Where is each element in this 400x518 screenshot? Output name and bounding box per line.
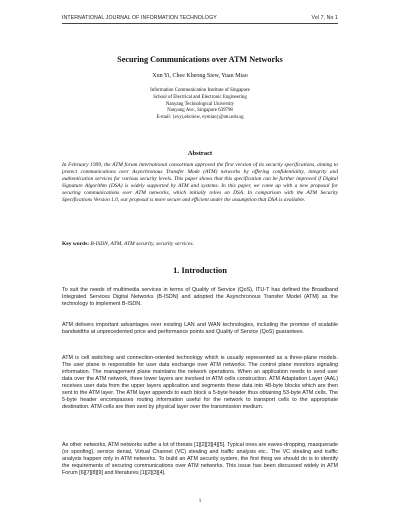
keywords-line <box>62 241 338 248</box>
affiliation-line: Nanyang Technological University <box>165 101 235 107</box>
journal-name: INTERNATIONAL JOURNAL OF INFORMATION TECHNOLOGY <box>62 15 217 21</box>
running-header <box>62 15 338 21</box>
header-rule <box>62 23 338 24</box>
abstract-text: In February 1999, the ATM forum international consortium approved the first version of its security specifications, aiming to protect communications over Asynchronous Transfer Mode (ATM) networks by offering confidentiality, integrity and authentication services for various security levels. This paper shows that this specification can be further improved if Digital Signature Algorithm (DSA) is widely supported by ATM and systems. In this paper, we come up with a new proposal for securing communications over ATM networks, which initially relies on DSA. In comparison with the ATM Security Specifications Version 1.0, our proposal is more secure and efficient under the assumption that DSA is available. <box>62 162 338 204</box>
body-paragraph: To suit the needs of multimedia services in terms of Quality of Service (QoS), ITU-T has defined the Broadband Integrated Services Digital Networks (B-ISDN) and adopted the Asynchronous Transfer Model (ATM) as the technology to implement B-ISDN. <box>62 287 338 308</box>
author-list: Xun Yi, Chee Kheong Siew, Yuan Miao <box>152 73 248 79</box>
page-number: 1 <box>198 499 202 504</box>
body-paragraph: ATM is cell switching and connection-oriented technology which is usually represented as a three-plane models. The user plane is responsible for user data exchange over ATM networks. The control plane monitors signaling information. The management plane maintains the network operations. When an application needs to send user data over the ATM network, three lower layers are involved in ATM cells construction. ATM Adaptation Layer (AAL) receives user data from the upper layers application and segments these data into 48-byte blocks which are then sent to the ATM layer. The ATM layer appends to each block a 5-byte header thus obtaining 53-byte ATM cells. The 5-byte header encompasses routing information useful for the network to transport cells to the appropriate destination. ATM cells are then sent by physical layer over the transmission medium. <box>62 355 338 411</box>
keywords-text: B-ISDN, ATM, ATM security, security services. <box>90 241 194 247</box>
keywords-label: Key words: <box>62 241 90 247</box>
affiliation-line: Information Communication Institute of Singapore <box>150 88 250 93</box>
body-paragraph: As other networks, ATM networks suffer a lot of threats [1][2][3][4][5]. Typical ones are eaves-dropping, masquerade (or spoofing), service denial, Virtual Channel (VC) stealing and traffic analysis etc.. The VC stealing and traffic analysis happen only in ATM networks. To build an ATM security system, the first thing we should do is to identify the requirements of securing communications over ATM networks. This issue has been discussed widely in ATM Forum [6][7][8][9] and literatures [1][2][3][4]. <box>62 442 338 477</box>
body-paragraph: ATM delivers important advantages over existing LAN and WAN technologies, including the promise of scalable bandwidths at unprecedented price and performance points and Quality of Service (QoS) guarantees. <box>62 322 338 336</box>
section-heading: 1. Introduction <box>173 266 227 275</box>
affiliation-line: School of Electrical and Electronic Engineering <box>153 94 247 100</box>
abstract-heading: Abstract <box>187 150 213 157</box>
paper-title: Securing Communications over ATM Networks <box>117 55 283 64</box>
affiliation-email: E-mail: {exyi,ekcsiew, eymiao}@ntu.edu.sg <box>156 115 244 121</box>
affiliation-block <box>62 88 338 122</box>
volume-info: Vol 7, No 1 <box>311 15 338 21</box>
affiliation-line: Nanyang Ave., Singapore 639798 <box>167 108 233 114</box>
